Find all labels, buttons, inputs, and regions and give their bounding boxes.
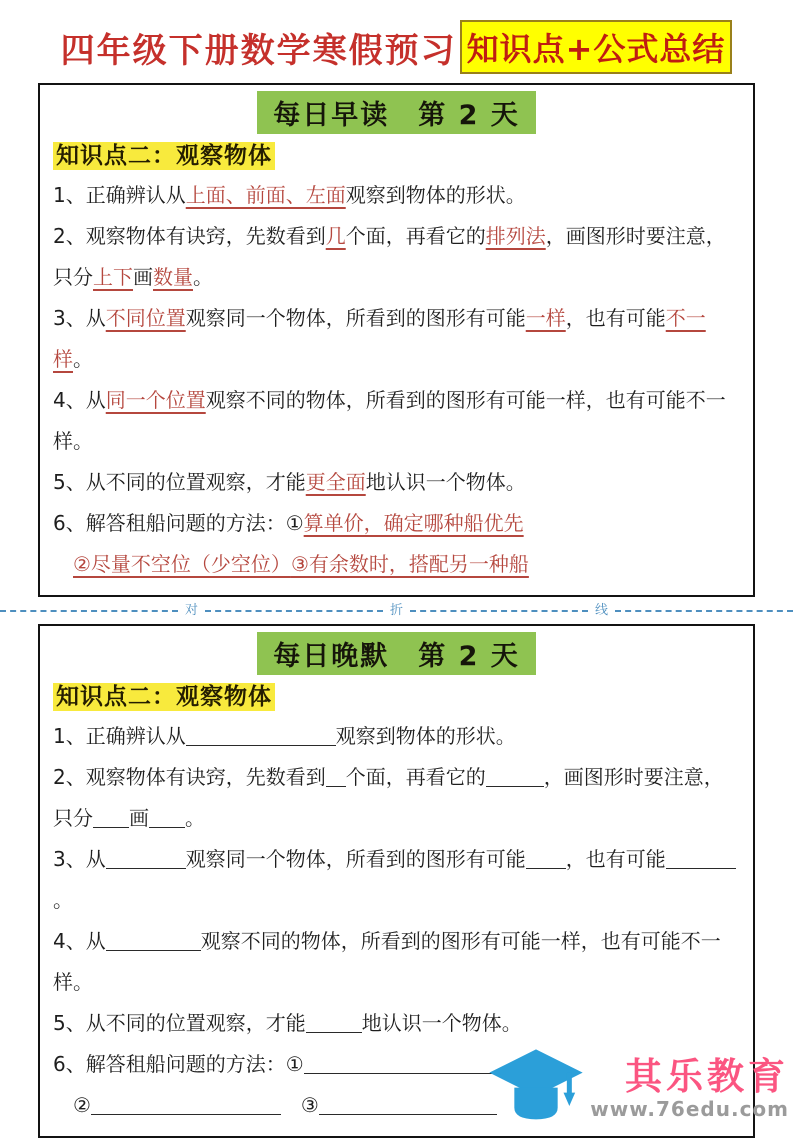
item-text: 画 [133,265,153,289]
answer-text: 不一样 [53,306,706,371]
knowledge-point [53,137,740,170]
answer-blank [93,807,129,828]
answer-blank [326,766,346,787]
answer-text: 上下 [93,265,133,289]
item-text: 观察到物体的形状。 [335,724,516,748]
logo-text [590,1056,789,1121]
fold-label: 对 [184,603,198,618]
worksheet-item [53,380,740,462]
item-text: 个面，再看它的 [345,224,486,248]
item-text: 画 [129,806,149,830]
answer-blank [486,766,544,787]
logo [486,1042,789,1134]
item-text: ，也有可能 [565,847,666,871]
item-text: 。 [53,888,73,912]
item-text: 2、观察物体有诀窍，先数看到 [53,765,326,789]
item-text: 1、正确辨认从 [53,183,186,207]
item-text: 地认识一个物体。 [365,470,526,494]
answer-text: 同一个位置 [105,388,206,412]
item-text: 2、观察物体有诀窍，先数看到 [53,224,326,248]
item-text: ，画图形时要注意，只分 [53,224,726,289]
item-text: 。 [73,347,93,371]
item-text: 观察同一个物体，所看到的图形有可能 [185,847,526,871]
item-text: 3、从 [53,847,106,871]
page-header [0,20,793,74]
logo-name: 其乐教育 [625,1054,789,1098]
item-text: 6、解答租船问题的方法：① [53,1052,304,1076]
fold-line-dash [615,610,793,612]
answer-blank [149,807,185,828]
worksheet-item [53,503,740,585]
answer-text: ②尽量不空位（少空位） [73,552,291,576]
fold-line [0,604,793,617]
fold-line-dash [0,610,178,612]
answer-text: 几 [325,224,346,248]
answer-blank [666,848,736,869]
logo-url: www.76edu.com [590,1097,789,1122]
item-text: 地认识一个物体。 [361,1011,522,1035]
answer-text: 算单价，确定哪种船优先 [303,511,524,535]
section-header [53,632,740,675]
worksheet-item [53,839,740,921]
answer-blank [106,930,201,951]
item-text [53,552,73,576]
section-header [53,91,740,134]
item-text: ，画图形时要注意，只分 [53,765,724,830]
page-title: 四年级下册数学寒假预习 [60,30,457,71]
answer-text: 不同位置 [105,306,186,330]
knowledge-point-label: 知识点二：观察物体 [53,683,275,711]
worksheet-item [53,175,740,216]
answer-blank [186,725,336,746]
answer-blank [106,848,186,869]
fold-label: 折 [389,603,403,618]
answer-text: 上面、前面、左面 [185,183,346,207]
fold-line-dash [205,610,383,612]
item-text: 观察到物体的形状。 [345,183,526,207]
item-text: 观察同一个物体，所看到的图形有可能 [185,306,526,330]
worksheet-item [53,1003,740,1044]
knowledge-point [53,678,740,711]
item-text: 4、从 [53,388,106,412]
item-text: 。 [193,265,213,289]
answer-text: ③有余数时，搭配另一种船 [290,552,529,576]
section-header-label: 每日早读 第 2 天 [257,91,536,134]
item-text: ③ [280,1093,319,1117]
item-text: 5、从不同的位置观察，才能 [53,1011,306,1035]
graduation-cap-icon [486,1042,586,1134]
answer-text: 排列法 [485,224,546,248]
section-header-label: 每日晚默 第 2 天 [257,632,536,675]
worksheet-item [53,298,740,380]
title-badge: 知识点+公式总结 [460,20,733,74]
answer-text: 更全面 [305,470,366,494]
answer-blank [306,1012,362,1033]
item-text: 。 [185,806,205,830]
fold-line-dash [410,610,588,612]
item-text: 观察不同的物体，所看到的图形有可能一样，也有可能不一样。 [53,929,721,994]
item-text: ，也有可能 [565,306,666,330]
item-text: 个面，再看它的 [345,765,486,789]
item-text: ② [53,1093,91,1117]
fold-label: 线 [594,603,608,618]
item-text: 6、解答租船问题的方法：① [53,511,304,535]
morning-section-box [38,83,755,597]
answer-blank [319,1094,497,1115]
knowledge-point-label: 知识点二：观察物体 [53,142,275,170]
answer-text: 数量 [153,265,193,289]
item-text: 1、正确辨认从 [53,724,186,748]
worksheet-item [53,216,740,298]
item-text: 4、从 [53,929,106,953]
items-list [53,175,740,585]
worksheet-item [53,462,740,503]
item-text: 观察不同的物体，所看到的图形有可能一样，也有可能不一样。 [53,388,726,453]
item-text: 5、从不同的位置观察，才能 [53,470,306,494]
worksheet-item [53,921,740,1003]
worksheet-item [53,757,740,839]
answer-text: 一样 [525,306,566,330]
answer-blank [91,1094,281,1115]
worksheet-item [53,716,740,757]
answer-blank [526,848,566,869]
item-text: 3、从 [53,306,106,330]
